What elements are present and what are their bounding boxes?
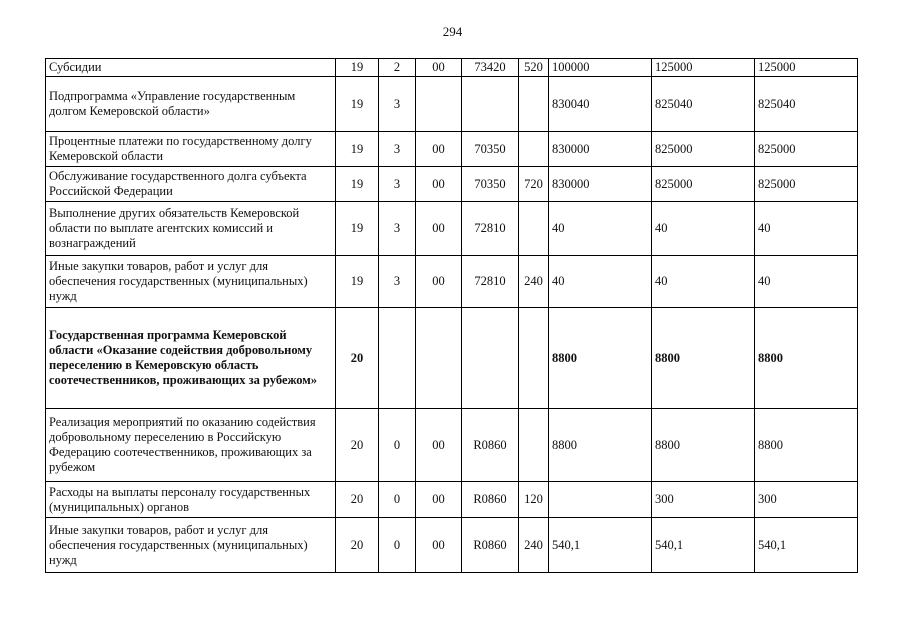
program-code-cell: 19 [336,167,379,202]
subprogram-code-cell: 3 [379,77,416,132]
item-name-cell: Иные закупки товаров, работ и услуг для обеспечения государственных (муниципальных) нужд [46,256,336,308]
table-row [46,482,858,518]
amount-year2-cell: 300 [652,482,755,518]
subprogram-code-cell: 3 [379,256,416,308]
main-event-code-cell: 00 [416,132,462,167]
subprogram-code-cell: 0 [379,482,416,518]
expense-direction-code-cell: 70350 [462,132,519,167]
table-row [46,202,858,256]
amount-year3-cell: 300 [755,482,858,518]
expense-direction-code-cell: R0860 [462,409,519,482]
expense-direction-code-cell: R0860 [462,482,519,518]
expense-direction-code-cell [462,77,519,132]
main-event-code-cell: 00 [416,202,462,256]
expense-direction-code-cell: 72810 [462,202,519,256]
amount-year1-cell: 830000 [549,167,652,202]
program-code-cell: 20 [336,518,379,573]
expense-direction-code-cell: 72810 [462,256,519,308]
program-code-cell: 19 [336,59,379,77]
main-event-code-cell: 00 [416,482,462,518]
amount-year1-cell: 830040 [549,77,652,132]
amount-year2-cell: 825000 [652,167,755,202]
amount-year3-cell: 125000 [755,59,858,77]
program-code-cell: 19 [336,256,379,308]
item-name-cell: Расходы на выплаты персоналу государственных (муниципальных) органов [46,482,336,518]
expense-direction-code-cell: 73420 [462,59,519,77]
amount-year3-cell: 8800 [755,308,858,409]
main-event-code-cell: 00 [416,256,462,308]
amount-year1-cell: 8800 [549,409,652,482]
amount-year1-cell: 40 [549,256,652,308]
item-name-cell: Государственная программа Кемеровской области «Оказание содействия добровольному переселению в Кемеровскую область соотечественников, проживающих за рубежом» [46,308,336,409]
table-row [46,308,858,409]
subprogram-code-cell [379,308,416,409]
expense-type-code-cell [519,132,549,167]
item-name-cell: Реализация мероприятий по оказанию содействия добровольному переселению в Российскую Федерацию соотечественников, проживающих за рубежом [46,409,336,482]
amount-year2-cell: 825000 [652,132,755,167]
subprogram-code-cell: 2 [379,59,416,77]
table-row [46,77,858,132]
item-name-cell: Подпрограмма «Управление государственным долгом Кемеровской области» [46,77,336,132]
amount-year2-cell: 40 [652,256,755,308]
item-name-cell: Обслуживание государственного долга субъекта Российской Федерации [46,167,336,202]
item-name-cell: Иные закупки товаров, работ и услуг для обеспечения государственных (муниципальных) нужд [46,518,336,573]
amount-year1-cell: 8800 [549,308,652,409]
page-number: 294 [442,24,463,39]
expense-type-code-cell [519,202,549,256]
subprogram-code-cell: 0 [379,409,416,482]
subprogram-code-cell: 3 [379,202,416,256]
expense-type-code-cell: 520 [519,59,549,77]
expense-direction-code-cell [462,308,519,409]
table-row [46,409,858,482]
amount-year2-cell: 825040 [652,77,755,132]
table-row [46,518,858,573]
amount-year3-cell: 40 [755,256,858,308]
expense-direction-code-cell: R0860 [462,518,519,573]
expense-type-code-cell [519,77,549,132]
amount-year2-cell: 8800 [652,308,755,409]
main-event-code-cell [416,308,462,409]
amount-year1-cell: 540,1 [549,518,652,573]
amount-year1-cell: 40 [549,202,652,256]
table-body [46,59,858,573]
expense-direction-code-cell: 70350 [462,167,519,202]
main-event-code-cell: 00 [416,167,462,202]
main-event-code-cell: 00 [416,409,462,482]
expense-type-code-cell: 720 [519,167,549,202]
program-code-cell: 20 [336,308,379,409]
budget-table [45,58,858,573]
amount-year1-cell [549,482,652,518]
table-row [46,59,858,77]
expense-type-code-cell: 240 [519,256,549,308]
amount-year2-cell: 540,1 [652,518,755,573]
main-event-code-cell [416,77,462,132]
amount-year1-cell: 830000 [549,132,652,167]
amount-year3-cell: 8800 [755,409,858,482]
subprogram-code-cell: 3 [379,167,416,202]
main-event-code-cell: 00 [416,518,462,573]
table-row [46,132,858,167]
amount-year2-cell: 8800 [652,409,755,482]
table-row [46,256,858,308]
table-row [46,167,858,202]
item-name-cell: Процентные платежи по государственному долгу Кемеровской области [46,132,336,167]
item-name-cell: Субсидии [46,59,336,77]
program-code-cell: 20 [336,482,379,518]
amount-year2-cell: 40 [652,202,755,256]
subprogram-code-cell: 3 [379,132,416,167]
program-code-cell: 19 [336,202,379,256]
amount-year3-cell: 825000 [755,167,858,202]
item-name-cell: Выполнение других обязательств Кемеровской области по выплате агентских комиссий и вознаграждений [46,202,336,256]
expense-type-code-cell [519,308,549,409]
amount-year3-cell: 825040 [755,77,858,132]
expense-type-code-cell: 240 [519,518,549,573]
program-code-cell: 19 [336,77,379,132]
amount-year2-cell: 125000 [652,59,755,77]
expense-type-code-cell [519,409,549,482]
program-code-cell: 20 [336,409,379,482]
expense-type-code-cell: 120 [519,482,549,518]
amount-year3-cell: 40 [755,202,858,256]
subprogram-code-cell: 0 [379,518,416,573]
amount-year3-cell: 540,1 [755,518,858,573]
program-code-cell: 19 [336,132,379,167]
main-event-code-cell: 00 [416,59,462,77]
amount-year1-cell: 100000 [549,59,652,77]
amount-year3-cell: 825000 [755,132,858,167]
